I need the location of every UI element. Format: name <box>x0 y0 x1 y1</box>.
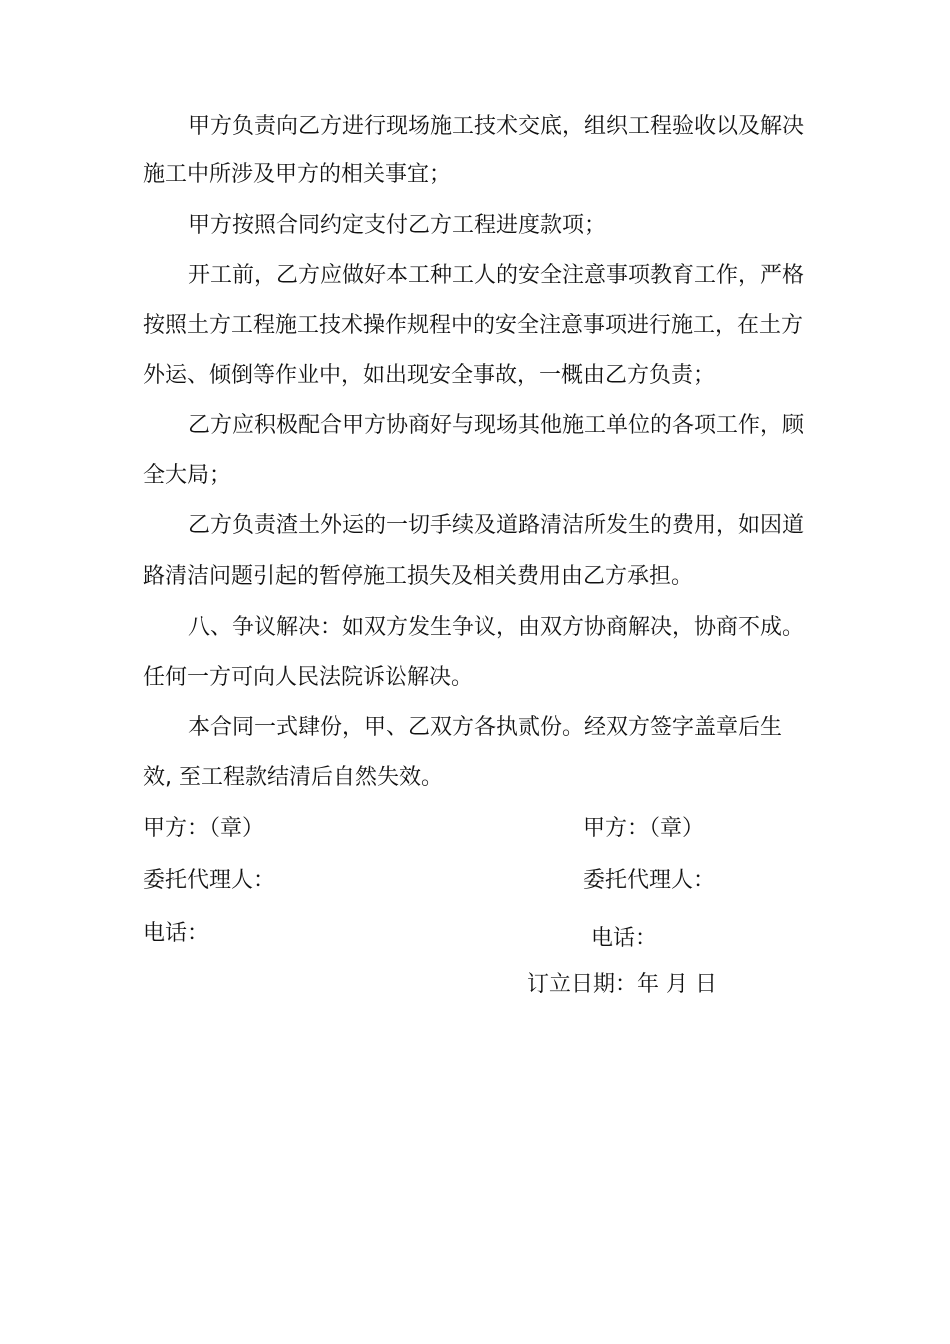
left-phone-label: 电话： <box>143 921 210 946</box>
paragraph-line: 甲方按照合同约定支付乙方工程进度款项； <box>188 213 607 238</box>
paragraph-line: 按照土方工程施工技术操作规程中的安全注意事项进行施工，在土方 <box>143 313 804 338</box>
right-phone-label: 电话： <box>591 926 658 951</box>
paragraph-line: 全大局； <box>143 463 232 488</box>
right-agent-label: 委托代理人： <box>583 868 716 893</box>
paragraph-line: 本合同一式肆份，甲、乙双方各执贰份。经双方签字盖章后生 <box>188 715 783 740</box>
paragraph-line: 效, 至工程款结清后自然失效。 <box>143 765 443 790</box>
signing-date-label: 订立日期：年 月 日 <box>527 972 717 997</box>
paragraph-line: 路清洁问题引起的暂停施工损失及相关费用由乙方承担。 <box>143 564 694 589</box>
paragraph-line: 乙方应积极配合甲方协商好与现场其他施工单位的各项工作，顾 <box>188 413 805 438</box>
paragraph-line: 乙方负责渣土外运的一切手续及道路清洁所发生的费用，如因道 <box>188 513 805 538</box>
paragraph-line: 八、争议解决：如双方发生争议，由双方协商解决，协商不成。 <box>188 615 805 640</box>
left-agent-label: 委托代理人： <box>143 868 276 893</box>
left-party-label: 甲方：（章） <box>143 816 265 841</box>
paragraph-line: 施工中所涉及甲方的相关事宜； <box>143 162 452 187</box>
paragraph-line: 开工前，乙方应做好本工种工人的安全注意事项教育工作，严格 <box>188 263 805 288</box>
paragraph-line: 任何一方可向人民法院诉讼解决。 <box>143 665 474 690</box>
paragraph-line: 外运、倾倒等作业中，如出现安全事故，一概由乙方负责； <box>143 363 716 388</box>
right-party-label: 甲方：（章） <box>583 816 705 841</box>
paragraph-line: 甲方负责向乙方进行现场施工技术交底，组织工程验收以及解决 <box>188 114 805 139</box>
